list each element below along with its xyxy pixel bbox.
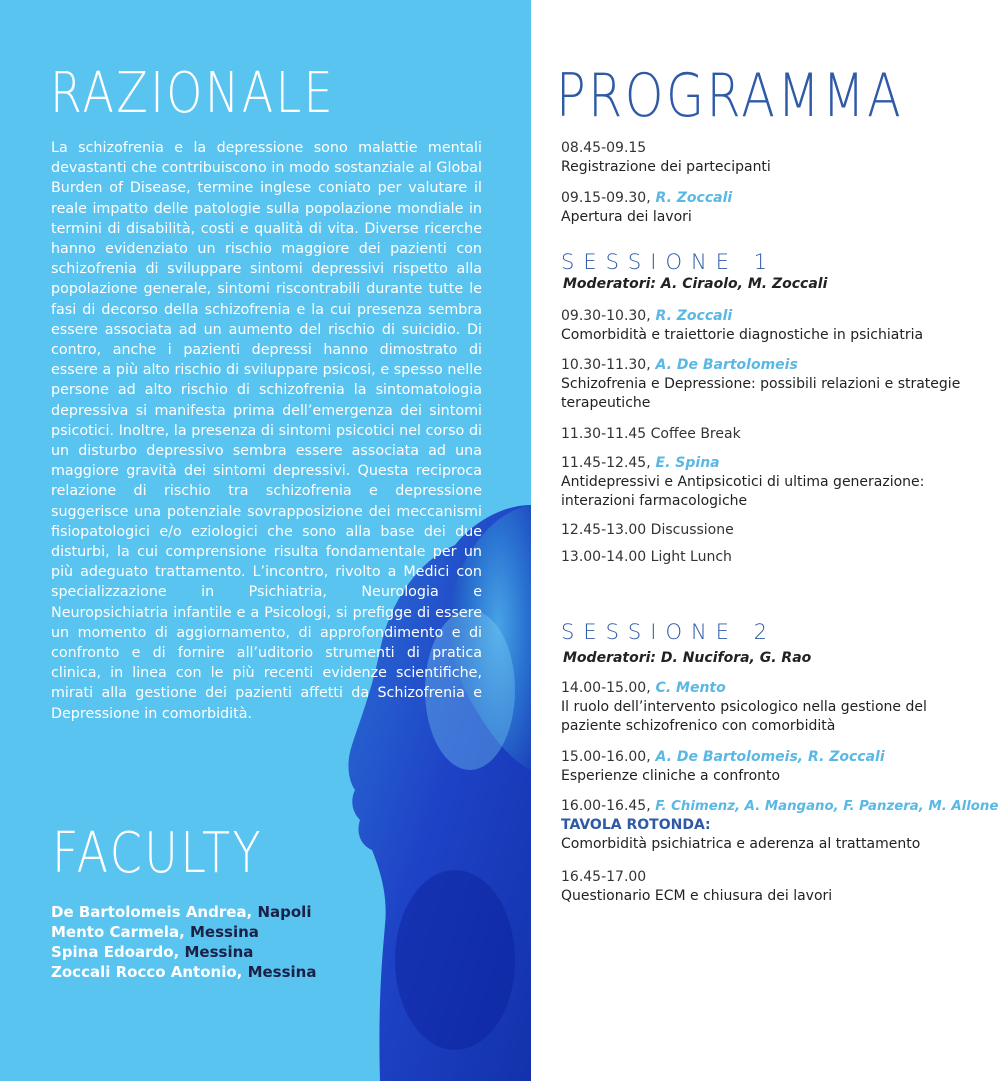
faculty-member xyxy=(51,962,351,982)
program-entry xyxy=(561,189,991,227)
program-entry xyxy=(561,425,991,444)
entry-speaker: R. Zoccali xyxy=(650,308,733,324)
faculty-name: Spina Edoardo, xyxy=(51,943,180,961)
faculty-city: Messina xyxy=(242,963,317,981)
entry-title: Registrazione dei partecipanti xyxy=(561,159,771,175)
program-entry xyxy=(561,307,991,345)
entry-time: 13.00-14.00 Light Lunch xyxy=(561,549,732,565)
tavola-rotonda-label: TAVOLA ROTONDA: xyxy=(561,817,711,833)
entry-time: 09.15-09.30, xyxy=(561,190,651,206)
programma-heading: PROGRAMMA xyxy=(556,61,904,131)
entry-time: 16.00-16.45, xyxy=(561,798,651,814)
program-entry xyxy=(561,356,991,413)
faculty-name: Mento Carmela, xyxy=(51,923,185,941)
program-entry xyxy=(561,797,1000,854)
entry-speaker: F. Chimenz, A. Mangano, F. Panzera, M. Allone xyxy=(650,799,999,814)
entry-title: Questionario ECM e chiusura dei lavori xyxy=(561,888,833,904)
entry-time: 14.00-15.00, xyxy=(561,680,651,696)
program-entry xyxy=(561,139,991,177)
entry-time: 15.00-16.00, xyxy=(561,749,651,765)
faculty-member xyxy=(51,942,351,962)
razionale-heading: RAZIONALE xyxy=(50,61,336,126)
right-panel xyxy=(531,0,1000,1081)
faculty-heading: FACULTY xyxy=(52,821,264,886)
faculty-name: Zoccali Rocco Antonio, xyxy=(51,963,243,981)
entry-time: 09.30-10.30, xyxy=(561,308,651,324)
program-entry xyxy=(561,868,991,906)
program-entry xyxy=(561,748,991,786)
entry-time: 11.45-12.45, xyxy=(561,455,651,471)
program-entry xyxy=(561,521,991,540)
faculty-member xyxy=(51,922,351,942)
entry-title: Apertura dei lavori xyxy=(561,209,692,225)
program-entry xyxy=(561,548,991,567)
entry-time: 08.45-09.15 xyxy=(561,140,647,156)
entry-time: 10.30-11.30, xyxy=(561,357,651,373)
entry-title: Schizofrenia e Depressione: possibili relazioni e strategie terapeutiche xyxy=(561,376,961,411)
faculty-city: Napoli xyxy=(252,903,312,921)
entry-speaker: R. Zoccali xyxy=(650,190,733,206)
entry-speaker: C. Mento xyxy=(650,680,726,696)
razionale-paragraph: La schizofrenia e la depressione sono malattie mentali devastanti che contribuiscono in modo sostanziale al Global Burden of Disease, termine inglese coniato per valutare il reale impatto delle patologie sulla popolazione mondiale in termini di disabilità, costi e qualità di vita. Diverse ricerche hanno evidenziato un rischio maggiore dei pazienti con schizofrenia di sviluppare sintomi depressivi rispetto alla popolazione generale, sintomi riscontrabili durante tutte le fasi di decorso della schizofrenia e la cui presenza sembra essere associata ad un aumento del rischio di suicidio. Di contro, anche i pazienti depressi hanno dimostrato di essere a più alto rischio di sviluppare psicosi, e spesso nelle persone ad alto rischio di schizofrenia la sintomatologia depressiva si manifesta prima dell’emergenza dei sintomi psicotici. Inoltre, la presenza di sintomi psicotici nel corso di un disturbo depressivo sembra essere associata ad una maggiore gravità dei sintomi depressivi. Questa reciproca relazione di rischio tra schizofrenia e depressione suggerisce una potenziale sovrapposizione dei meccanismi fisiopatologici e/o eziologici che sono alla base dei due disturbi, la cui comprensione risulta fondamentale per un più adeguato trattamento. L’incontro, rivolto a Medici con specializzazione in Psichiatria, Neurologia e Neuropsichiatria infantile e a Psicologi, si prefigge di essere un momento di aggiornamento, di approfondimento e di confronto e di fornire all’uditorio strumenti di pratica clinica, in linea con le più recenti evidenze scientifiche, mirati alla gestione dei pazienti affetti da Schizofrenia e Depressione in comorbidità. xyxy=(51,140,482,722)
faculty-city: Messina xyxy=(179,943,254,961)
entry-title: Comorbidità e traiettorie diagnostiche in psichiatria xyxy=(561,327,924,343)
session-1-heading: SESSIONE 1 xyxy=(561,250,776,274)
entry-title: Il ruolo dell’intervento psicologico nella gestione del paziente schizofrenico con comorbidità xyxy=(561,699,927,734)
entry-time: 12.45-13.00 Discussione xyxy=(561,522,734,538)
faculty-member xyxy=(51,902,351,922)
session-1-moderators: Moderatori: A. Ciraolo, M. Zoccali xyxy=(563,276,828,292)
faculty-city: Messina xyxy=(184,923,259,941)
entry-speaker: A. De Bartolomeis xyxy=(650,357,798,373)
entry-title: Antidepressivi e Antipsicotici di ultima generazione: interazioni farmacologiche xyxy=(561,474,925,509)
faculty-list xyxy=(51,902,351,982)
session-2-heading: SESSIONE 2 xyxy=(561,620,776,644)
entry-speaker: E. Spina xyxy=(650,455,720,471)
faculty-name: De Bartolomeis Andrea, xyxy=(51,903,253,921)
entry-title: Comorbidità psichiatrica e aderenza al trattamento xyxy=(561,836,921,852)
entry-speaker: A. De Bartolomeis, R. Zoccali xyxy=(650,749,885,765)
program-entry xyxy=(561,679,991,736)
entry-time: 11.30-11.45 Coffee Break xyxy=(561,426,741,442)
session-2-moderators: Moderatori: D. Nucifora, G. Rao xyxy=(563,650,812,666)
razionale-body xyxy=(51,138,482,724)
entry-title: Esperienze cliniche a confronto xyxy=(561,768,781,784)
program-entry xyxy=(561,454,991,511)
entry-time: 16.45-17.00 xyxy=(561,869,647,885)
